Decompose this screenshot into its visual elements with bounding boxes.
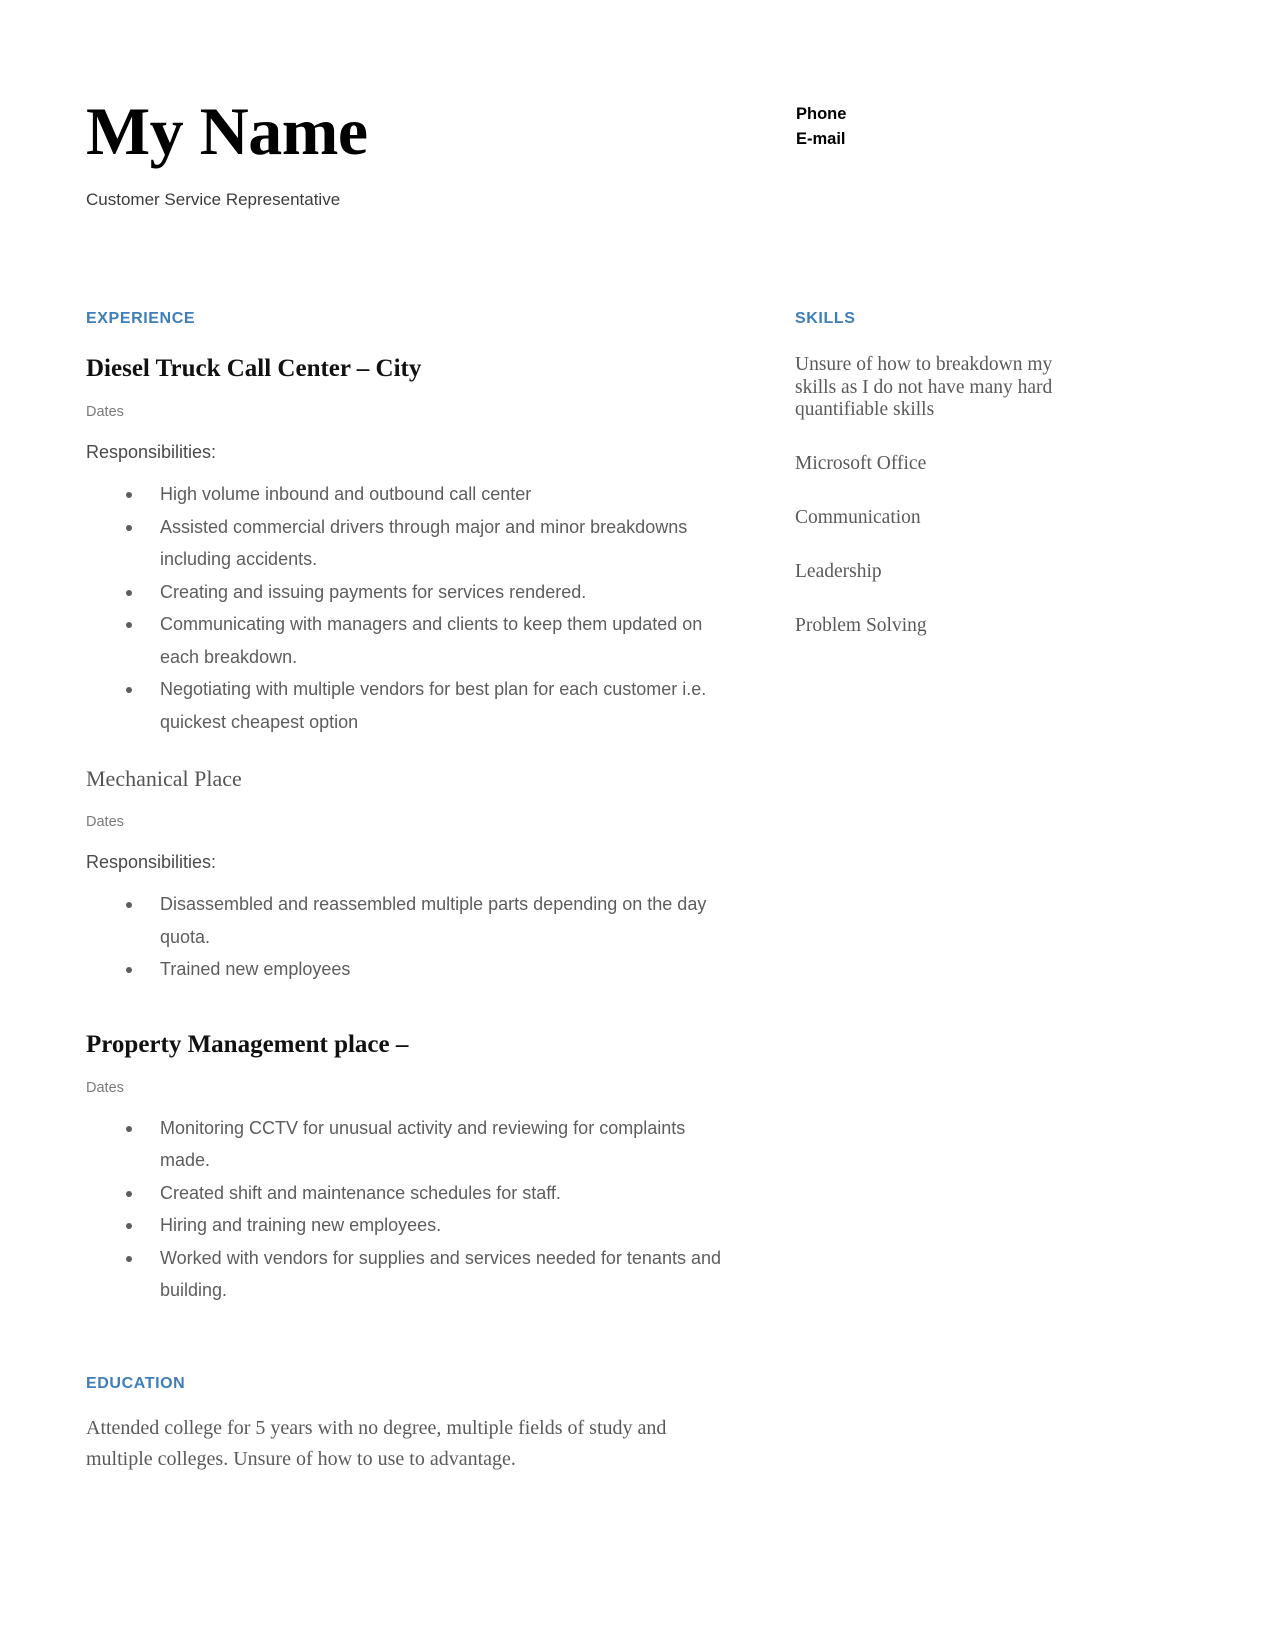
- list-item: High volume inbound and outbound call center: [86, 478, 736, 511]
- experience-company: Property Management place –: [86, 1030, 409, 1058]
- responsibilities-label: Responsibilities:: [86, 852, 217, 872]
- section-heading-experience: EXPERIENCE: [86, 310, 196, 327]
- spacer: [86, 1307, 736, 1375]
- list-item: Negotiating with multiple vendors for best plan for each customer i.e. quickest cheapest option: [86, 673, 736, 738]
- responsibilities-list: [86, 888, 736, 986]
- contact-block: [796, 92, 1096, 152]
- experience-entry: [86, 764, 736, 986]
- experience-dates: Dates: [86, 814, 124, 830]
- skill-item: Leadership: [795, 560, 882, 582]
- list-item: Created shift and maintenance schedules for staff.: [86, 1177, 736, 1210]
- experience-entry: [86, 354, 736, 738]
- experience-dates: Dates: [86, 404, 124, 420]
- resume-header: [86, 92, 1146, 212]
- section-heading-skills: SKILLS: [795, 310, 856, 327]
- spacer: [86, 738, 736, 764]
- section-heading-education: EDUCATION: [86, 1374, 186, 1392]
- education-section: [86, 1375, 736, 1475]
- list-item: Communicating with managers and clients to keep them updated on each breakdown.: [86, 608, 736, 673]
- list-item: Creating and issuing payments for services rendered.: [86, 576, 736, 609]
- experience-company: Diesel Truck Call Center – City: [86, 355, 422, 382]
- experience-company: Mechanical Place: [86, 766, 242, 791]
- skill-item: Communication: [795, 506, 921, 528]
- responsibilities-list: [86, 1112, 736, 1307]
- responsibilities-label: Responsibilities:: [86, 442, 217, 462]
- main-column: [86, 310, 736, 1475]
- skill-item: Microsoft Office: [795, 452, 927, 474]
- education-body: Attended college for 5 years with no degree, multiple fields of study and multiple colleges. Unsure of how to use to advantage.: [86, 1416, 667, 1470]
- spacer: [86, 986, 736, 1030]
- list-item: Monitoring CCTV for unusual activity and reviewing for complaints made.: [86, 1112, 736, 1177]
- skill-item: Problem Solving: [795, 614, 927, 636]
- skills-note: Unsure of how to breakdown my skills as I do not have many hard quantifiable skills: [795, 354, 1053, 420]
- job-title-subtitle: Customer Service Representative: [86, 190, 341, 209]
- header-identity: [86, 92, 786, 212]
- list-item: Worked with vendors for supplies and services needed for tenants and building.: [86, 1242, 736, 1307]
- experience-entry: [86, 1030, 736, 1307]
- contact-email-label: E-mail: [796, 130, 846, 148]
- responsibilities-list: [86, 478, 736, 738]
- page-title: My Name: [86, 93, 368, 169]
- experience-dates: Dates: [86, 1079, 124, 1096]
- list-item: Disassembled and reassembled multiple parts depending on the day quota.: [86, 888, 736, 953]
- list-item: Trained new employees: [86, 953, 736, 986]
- list-item: Assisted commercial drivers through major and minor breakdowns including accidents.: [86, 511, 736, 576]
- list-item: Hiring and training new employees.: [86, 1209, 736, 1242]
- sidebar-column: [795, 310, 1085, 638]
- contact-phone-label: Phone: [796, 105, 847, 123]
